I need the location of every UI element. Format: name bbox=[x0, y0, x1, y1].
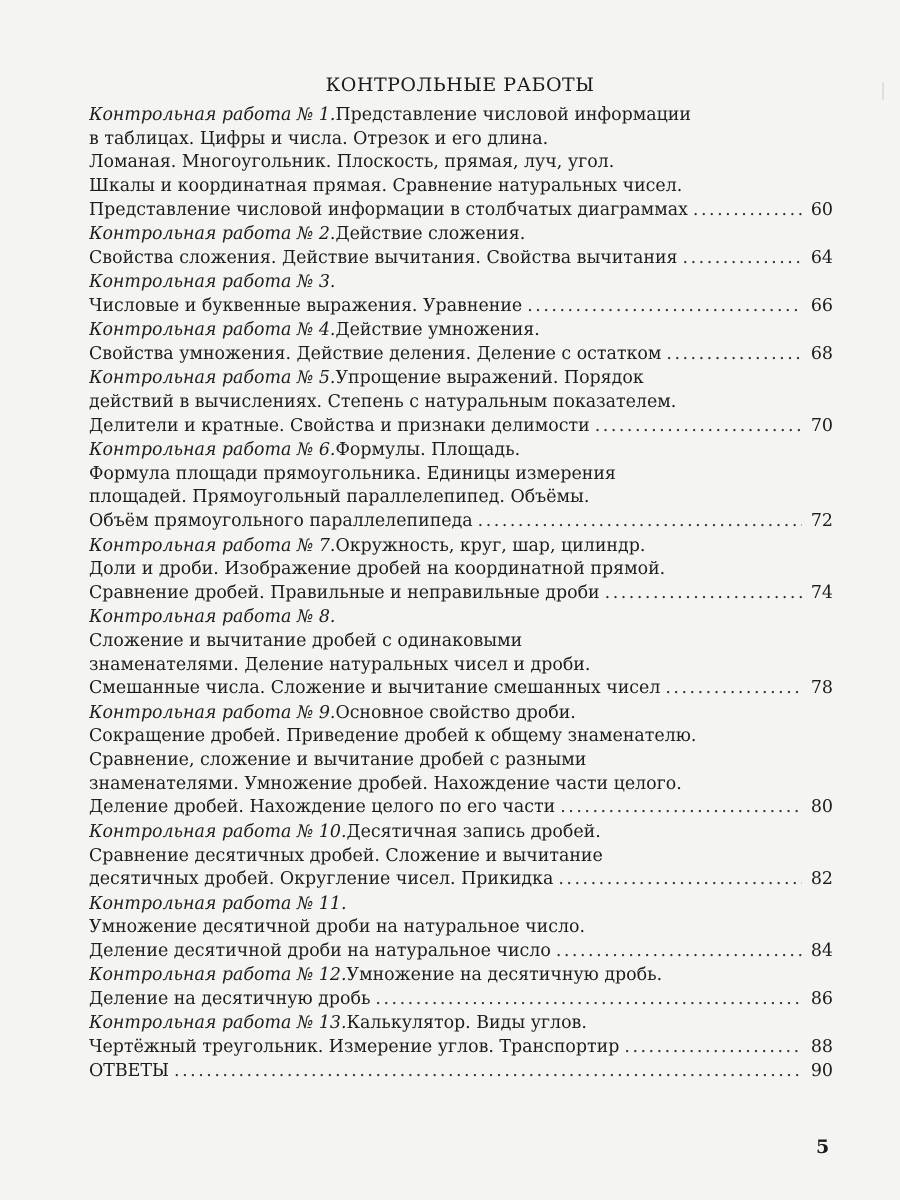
toc-entry-line bbox=[89, 702, 833, 726]
toc-entry-line bbox=[89, 893, 833, 917]
entry-page-number: 72 bbox=[810, 511, 833, 532]
entry-page-number: 86 bbox=[810, 989, 833, 1009]
toc-entry[interactable] bbox=[89, 702, 833, 820]
topic-text: Сложение и вычитание дробей с одинаковыми bbox=[89, 630, 523, 651]
answers-label: ОТВЕТЫ bbox=[89, 1061, 170, 1082]
leader-dots bbox=[560, 796, 802, 820]
entry-page-number: 80 bbox=[810, 797, 833, 818]
topic-text: Сокращение дробей. Приведение дробей к общему знаменателю. bbox=[89, 726, 697, 747]
work-label: Контрольная работа № 3. bbox=[89, 272, 336, 293]
toc-entry-line bbox=[89, 916, 833, 940]
toc-entry[interactable] bbox=[89, 319, 833, 366]
toc-entry-line bbox=[89, 151, 833, 175]
leader-dots bbox=[665, 677, 802, 701]
bleed-through-mark: | bbox=[880, 80, 887, 101]
topic-text: десятичных дробей. Округление чисел. Прикидка bbox=[89, 869, 554, 890]
toc-entry-line bbox=[89, 247, 833, 271]
leader-dots bbox=[375, 988, 802, 1012]
toc-entry[interactable] bbox=[89, 367, 833, 438]
topic-text: Деление на десятичную дробь bbox=[89, 989, 371, 1009]
toc-entry-line bbox=[89, 343, 833, 367]
leader-dots bbox=[558, 868, 802, 892]
leader-dots bbox=[683, 247, 802, 271]
topic-text: Доли и дроби. Изображение дробей на координатной прямой. bbox=[89, 559, 666, 580]
toc-entry-line bbox=[89, 677, 833, 701]
topic-text: Шкалы и координатная прямая. Сравнение натуральных чисел. bbox=[89, 176, 683, 197]
work-label: Контрольная работа № 12. bbox=[89, 965, 347, 986]
topic-text: Объём прямоугольного параллелепипеда bbox=[89, 511, 473, 532]
work-label: Контрольная работа № 8. bbox=[89, 607, 336, 628]
toc-entry[interactable] bbox=[89, 964, 833, 1011]
work-label: Контрольная работа № 6. bbox=[89, 440, 336, 461]
toc-entry-line bbox=[89, 749, 833, 773]
toc-title: КОНТРОЛЬНЫЕ РАБОТЫ bbox=[325, 74, 595, 96]
topic-text: Окружность, круг, шар, цилиндр. bbox=[335, 535, 646, 556]
toc-entry-line bbox=[89, 319, 833, 343]
topic-text: Представление числовой информации bbox=[335, 105, 691, 125]
toc-entry-line bbox=[89, 486, 833, 510]
leader-dots bbox=[478, 510, 802, 534]
toc-entry-line bbox=[89, 606, 833, 630]
toc-entry-line bbox=[89, 415, 833, 439]
toc-entry-line bbox=[89, 654, 833, 678]
leader-dots bbox=[595, 415, 802, 439]
toc-entry[interactable] bbox=[89, 535, 833, 606]
work-label: Контрольная работа № 10. bbox=[89, 821, 347, 842]
toc-entry-line bbox=[89, 558, 833, 582]
entry-page-number: 66 bbox=[810, 295, 833, 316]
topic-text: Ломаная. Многоугольник. Плоскость, прямая, луч, угол. bbox=[89, 152, 615, 173]
toc-entry-line bbox=[89, 796, 833, 820]
work-label: Контрольная работа № 13. bbox=[89, 1013, 347, 1034]
toc-entry[interactable] bbox=[89, 1012, 833, 1059]
toc-entry-line bbox=[89, 128, 833, 152]
toc-entry-line bbox=[89, 725, 833, 749]
toc-entry-line bbox=[89, 104, 833, 128]
topic-text: Умножение десятичной дроби на натуральное число. bbox=[89, 917, 586, 938]
toc-entry-line bbox=[89, 271, 833, 295]
entry-page-number: 64 bbox=[810, 247, 833, 268]
entry-page-number: 68 bbox=[810, 343, 833, 364]
topic-text: Упрощение выражений. Порядок bbox=[335, 368, 644, 389]
leader-dots bbox=[556, 940, 802, 964]
work-label: Контрольная работа № 5. bbox=[89, 368, 336, 389]
toc-list bbox=[89, 104, 833, 1084]
toc-entry[interactable] bbox=[89, 104, 833, 222]
work-label: Контрольная работа № 11. bbox=[89, 893, 347, 914]
toc-entry[interactable] bbox=[89, 223, 833, 270]
topic-text: Сравнение дробей. Правильные и неправильные дроби bbox=[89, 582, 600, 603]
toc-entry-line bbox=[89, 868, 833, 892]
toc-entry[interactable] bbox=[89, 606, 833, 701]
topic-text: Деление дробей. Нахождение целого по его части bbox=[89, 797, 556, 818]
toc-entry-line bbox=[89, 439, 833, 463]
entry-page-number: 60 bbox=[810, 199, 833, 220]
leader-dots bbox=[605, 582, 802, 606]
toc-entry-line bbox=[89, 367, 833, 391]
topic-text: Числовые и буквенные выражения. Уравнение bbox=[89, 295, 523, 316]
topic-text: знаменателями. Деление натуральных чисел и дроби. bbox=[89, 654, 591, 675]
topic-text: Свойства сложения. Действие вычитания. Свойства вычитания bbox=[89, 247, 678, 268]
toc-entry-line bbox=[89, 510, 833, 534]
work-label: Контрольная работа № 1. bbox=[89, 105, 336, 125]
topic-text: Смешанные числа. Сложение и вычитание смешанных чисел bbox=[89, 678, 661, 699]
topic-text: Калькулятор. Виды углов. bbox=[346, 1013, 587, 1034]
topic-text: Чертёжный треугольник. Измерение углов. Транспортир bbox=[89, 1037, 620, 1058]
toc-entry[interactable] bbox=[89, 439, 833, 534]
toc-entry-line bbox=[89, 773, 833, 797]
topic-text: Действие сложения. bbox=[335, 224, 526, 245]
topic-text: Деление десятичной дроби на натуральное число bbox=[89, 940, 551, 961]
topic-text: Основное свойство дроби. bbox=[335, 702, 576, 723]
page-number: 5 bbox=[816, 1136, 830, 1158]
topic-text: площадей. Прямоугольный параллелепипед. Объёмы. bbox=[89, 487, 590, 508]
toc-entry-line bbox=[89, 175, 833, 199]
topic-text: Действие умножения. bbox=[335, 320, 540, 341]
toc-entry-line bbox=[89, 223, 833, 247]
leader-dots bbox=[666, 343, 802, 367]
topic-text: Сравнение, сложение и вычитание дробей с разными bbox=[89, 750, 587, 771]
topic-text: в таблицах. Цифры и числа. Отрезок и его длина. bbox=[89, 128, 549, 149]
work-label: Контрольная работа № 9. bbox=[89, 702, 336, 723]
entry-page-number: 74 bbox=[810, 582, 833, 603]
work-label: Контрольная работа № 4. bbox=[89, 320, 336, 341]
entry-page-number: 82 bbox=[810, 869, 833, 890]
entry-page-number: 88 bbox=[810, 1037, 833, 1058]
topic-text: Формулы. Площадь. bbox=[335, 440, 521, 461]
toc-entry[interactable] bbox=[89, 821, 833, 892]
topic-text: Десятичная запись дробей. bbox=[346, 821, 601, 842]
entry-page-number: 78 bbox=[810, 678, 833, 699]
leader-dots bbox=[624, 1036, 802, 1060]
toc-answers-line[interactable] bbox=[89, 1060, 833, 1084]
toc-entry-line bbox=[89, 845, 833, 869]
toc-entry-line bbox=[89, 582, 833, 606]
topic-text: Делители и кратные. Свойства и признаки делимости bbox=[89, 415, 590, 436]
work-label: Контрольная работа № 2. bbox=[89, 224, 336, 245]
topic-text: Умножение на десятичную дробь. bbox=[346, 965, 663, 986]
toc-entries bbox=[89, 104, 833, 1060]
toc-entry-line bbox=[89, 964, 833, 988]
topic-text: Формула площади прямоугольника. Единицы измерения bbox=[89, 463, 616, 484]
answers-page: 90 bbox=[810, 1061, 833, 1082]
toc-entry-line bbox=[89, 391, 833, 415]
toc-entry[interactable] bbox=[89, 893, 833, 964]
toc-entry-line bbox=[89, 1036, 833, 1060]
work-label: Контрольная работа № 7. bbox=[89, 535, 336, 556]
topic-text: действий в вычислениях. Степень с натуральным показателем. bbox=[89, 392, 677, 412]
toc-entry-line bbox=[89, 295, 833, 319]
toc-entry-line bbox=[89, 463, 833, 487]
toc-entry-line bbox=[89, 940, 833, 964]
topic-text: знаменателями. Умножение дробей. Нахождение части целого. bbox=[89, 773, 682, 794]
toc-entry-line bbox=[89, 988, 833, 1012]
entry-page-number: 84 bbox=[810, 940, 833, 961]
topic-text: Свойства умножения. Действие деления. Деление с остатком bbox=[89, 343, 662, 364]
topic-text: Представление числовой информации в столбчатых диаграммах bbox=[89, 199, 688, 220]
toc-entry-line bbox=[89, 1012, 833, 1036]
leader-dots bbox=[693, 199, 802, 223]
toc-entry[interactable] bbox=[89, 271, 833, 318]
toc-entry-line bbox=[89, 630, 833, 654]
toc-entry-line bbox=[89, 199, 833, 223]
leader-dots bbox=[527, 295, 802, 319]
leader-dots bbox=[174, 1060, 802, 1084]
toc-entry-line bbox=[89, 821, 833, 845]
entry-page-number: 70 bbox=[810, 415, 833, 436]
topic-text: Сравнение десятичных дробей. Сложение и вычитание bbox=[89, 845, 603, 866]
toc-entry-line bbox=[89, 535, 833, 559]
